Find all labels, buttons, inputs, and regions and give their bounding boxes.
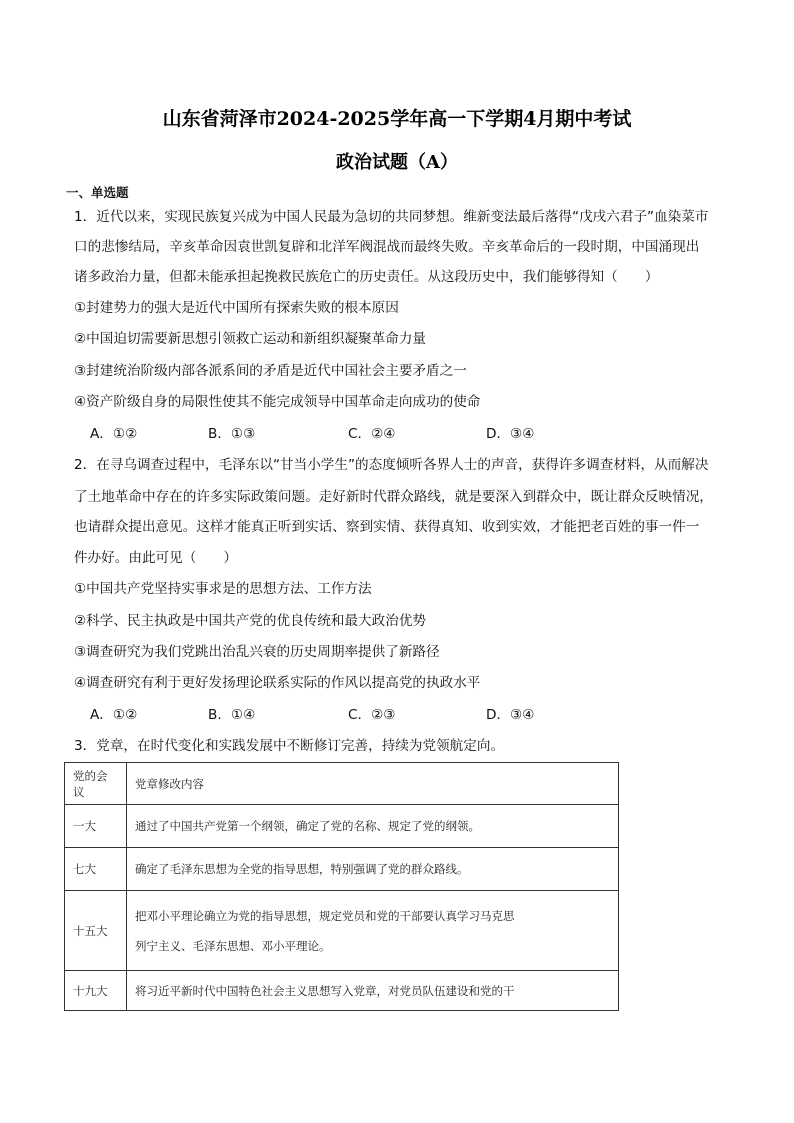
- q2-statement-1: ①中国共产党坚持实事求是的思想方法、工作方法: [74, 581, 372, 597]
- q1-option-d[interactable]: D．③④: [486, 426, 535, 442]
- table-cell-meeting: 一大: [65, 805, 127, 848]
- table-header-row: [65, 763, 619, 805]
- q2-stem-line-2: 了土地革命中存在的许多实际政策问题。走好新时代群众路线，就是要深入到群众中，既让群众反映情况，: [74, 489, 713, 505]
- exam-title: 山东省菏泽市2024-2025学年高一下学期4月期中考试: [162, 108, 632, 130]
- q1-option-c[interactable]: C．②④: [348, 426, 396, 442]
- q2-statement-3: ③调查研究为我们党跳出治乱兴衰的历史周期率提供了新路径: [74, 644, 440, 660]
- q1-statement-3: ③封建统治阶级内部各派系间的矛盾是近代中国社会主要矛盾之一: [74, 363, 467, 379]
- q1-statement-2: ②中国迫切需要新思想引领救亡运动和新组织凝聚革命力量: [74, 331, 427, 347]
- table-cell-meeting: 十九大: [65, 971, 127, 1011]
- table-cell-content-line: 将习近平新时代中国特色社会主义思想写入党章，对党员队伍建设和党的干: [135, 983, 515, 998]
- q2-options: [90, 706, 650, 724]
- q2-option-a[interactable]: A．①②: [90, 707, 138, 723]
- section-heading: 一、单选题: [66, 185, 129, 200]
- table-cell-content-line: 确定了毛泽东思想为全党的指导思想，特别强调了党的群众路线。: [135, 862, 469, 876]
- charter-revision-table: [64, 762, 619, 1011]
- exam-subtitle: 政治试题（A）: [336, 152, 458, 173]
- q2-option-c[interactable]: C．②③: [348, 707, 396, 723]
- table-row: [65, 971, 619, 1011]
- q1-stem-line-1: 1．近代以来，实现民族复兴成为中国人民最为急切的共同梦想。维新变法最后落得“戊戌六君子”血染菜市: [74, 209, 709, 225]
- q1-option-b[interactable]: B．①③: [208, 426, 256, 442]
- q1-option-a[interactable]: A．①②: [90, 426, 138, 442]
- table-cell-content-line: 通过了中国共产党第一个纲领，确定了党的名称、规定了党的纲领。: [135, 819, 480, 833]
- table-cell-meeting: 十五大: [65, 891, 127, 971]
- q1-statement-4: ④资产阶级自身的局限性使其不能完成领导中国革命走向成功的使命: [74, 394, 481, 410]
- table-header-content: 党章修改内容: [127, 763, 619, 805]
- q2-stem-line-1: 2．在寻乌调查过程中，毛泽东以“甘当小学生”的态度倾听各界人士的声音，获得许多调查材料，从而解决: [74, 457, 709, 473]
- table-cell-content: [127, 891, 619, 971]
- q1-options: [90, 425, 650, 443]
- table-cell-content: [127, 848, 619, 891]
- table-row: [65, 805, 619, 848]
- table-cell-content: [127, 971, 619, 1011]
- table-row: [65, 848, 619, 891]
- table-header-meeting: 党的会议: [65, 763, 127, 805]
- table-row: [65, 891, 619, 971]
- q3-stem: 3．党章，在时代变化和实践发展中不断修订完善，持续为党领航定向。: [74, 738, 505, 754]
- q1-statement-1: ①封建势力的强大是近代中国所有探索失败的根本原因: [74, 300, 399, 316]
- q2-stem-line-3: 也请群众提出意见。这样才能真正听到实话、察到实情、获得真知、收到实效，才能把老百姓的事一件一: [74, 519, 700, 535]
- q1-stem-line-3: 诸多政治力量，但都未能承担起挽救民族危亡的历史责任。从这段历史中，我们能够得知（ ）: [74, 269, 659, 285]
- q2-statement-4: ④调查研究有利于更好发扬理论联系实际的作风以提高党的执政水平: [74, 675, 481, 691]
- table-cell-meeting: 七大: [65, 848, 127, 891]
- table-cell-content: [127, 805, 619, 848]
- q2-option-b[interactable]: B．①④: [208, 707, 256, 723]
- q2-statement-2: ②科学、民主执政是中国共产党的优良传统和最大政治优势: [74, 613, 427, 629]
- q1-stem-line-2: 口的悲惨结局，辛亥革命因袁世凯复辟和北洋军阀混战而最终失败。辛亥革命后的一段时期，中国涌现出: [74, 239, 700, 255]
- q2-option-d[interactable]: D．③④: [486, 707, 535, 723]
- table-cell-content-line: 把邓小平理论确立为党的指导思想，规定党员和党的干部要认真学习马克思: [135, 908, 515, 923]
- q2-stem-line-4: 件办好。由此可见（ ）: [74, 550, 238, 566]
- table-cell-content-line: 列宁主义、毛泽东思想、邓小平理论。: [135, 938, 331, 953]
